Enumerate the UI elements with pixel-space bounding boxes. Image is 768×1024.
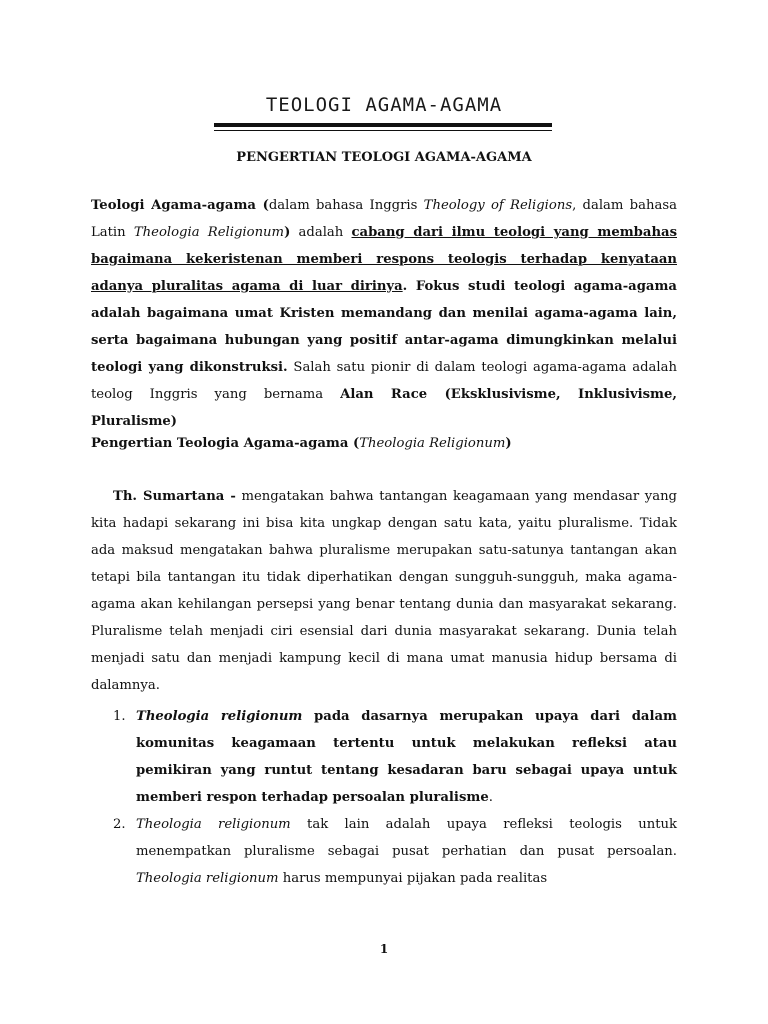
document-title: TEOLOGI AGAMA-AGAMA <box>265 94 503 116</box>
underlined-definition: cabang dari ilmu teologi yang membahas bagaimana kekeristenan memberi respons teologis terhadap kenyataan adanya pluralitas agama di luar dirinya <box>91 225 677 294</box>
page-number: 1 <box>379 942 389 956</box>
subheading-paragraph <box>91 430 677 457</box>
list-number: 1. <box>113 709 126 724</box>
list-item <box>91 703 677 811</box>
text: ) <box>505 436 512 451</box>
latin-term: Theologia Religionum <box>133 225 285 240</box>
text: harus mempunyai pijakan pada realitas <box>278 871 548 886</box>
latin-term: Theologia Religionum <box>359 436 506 451</box>
english-term: Theology of Religions <box>423 198 573 213</box>
numbered-list <box>91 703 677 892</box>
text: Pengertian Teologia Agama-agama ( <box>91 436 360 451</box>
text: . <box>488 790 493 805</box>
latin-term: Theologia religionum <box>136 709 303 724</box>
text: mengatakan bahwa tantangan keagamaan yang mendasar yang kita hadapi sekarang ini bisa kita ungkap dengan satu kata, yaitu pluralisme. Tidak ada maksud mengatakan bahwa pluralisme merupakan satu-satunya tantangan akan tetapi bila tantangan itu tidak diperhatikan dengan sungguh-sungguh, maka agama-agama akan kehilangan persepsi yang benar tentang dunia dan masyarakat sekarang. Pluralisme telah menjadi ciri esensial dari dunia masyarakat sekarang. Dunia telah menjadi satu dan menjadi kampung kecil di mana umat manusia hidup bersama di dalamnya. <box>91 489 678 693</box>
text: , dalam bahasa Latin <box>91 198 677 240</box>
list-number: 2. <box>113 817 126 832</box>
title-rule-thick <box>214 123 552 127</box>
text: Salah satu pionir di dalam teologi agama-agama adalah teolog Inggris yang bernama <box>91 360 677 402</box>
text: tak lain adalah upaya refleksi teologis untuk menempatkan pluralisme sebagai pusat perhatian dan pusat persoalan. <box>136 817 677 859</box>
definition-paragraph <box>91 192 677 435</box>
text: ) <box>284 225 291 240</box>
latin-term: Theologia religionum <box>136 817 291 832</box>
alan-race-text: Alan Race (Eksklusivisme, Inklusivisme, Pluralisme) <box>91 387 677 429</box>
author-name: Th. Sumartana - <box>113 489 236 504</box>
text: dalam bahasa Inggris <box>268 198 424 213</box>
list-item <box>91 811 677 892</box>
sumartana-paragraph <box>91 483 677 699</box>
focus-text: . Fokus studi teologi agama-agama adalah bagaimana umat Kristen memandang dan menilai agama-agama lain, serta bagaimana hubungan yang positif antar-agama dimungkinkan melalui teologi yang dikonstruksi. <box>91 279 677 375</box>
text: adalah <box>290 225 352 240</box>
title-rule-thin <box>214 130 552 131</box>
term: Teologi Agama-agama ( <box>91 198 269 213</box>
latin-term: Theologia religionum <box>136 871 279 886</box>
text: pada dasarnya merupakan upaya dari dalam komunitas keagamaan tertentu untuk melakukan refleksi atau pemikiran yang runtut tentang kesadaran baru sebagai upaya untuk memberi respon terhadap persoalan pluralisme <box>136 709 677 805</box>
section-heading: PENGERTIAN TEOLOGI AGAMA-AGAMA <box>236 150 532 165</box>
